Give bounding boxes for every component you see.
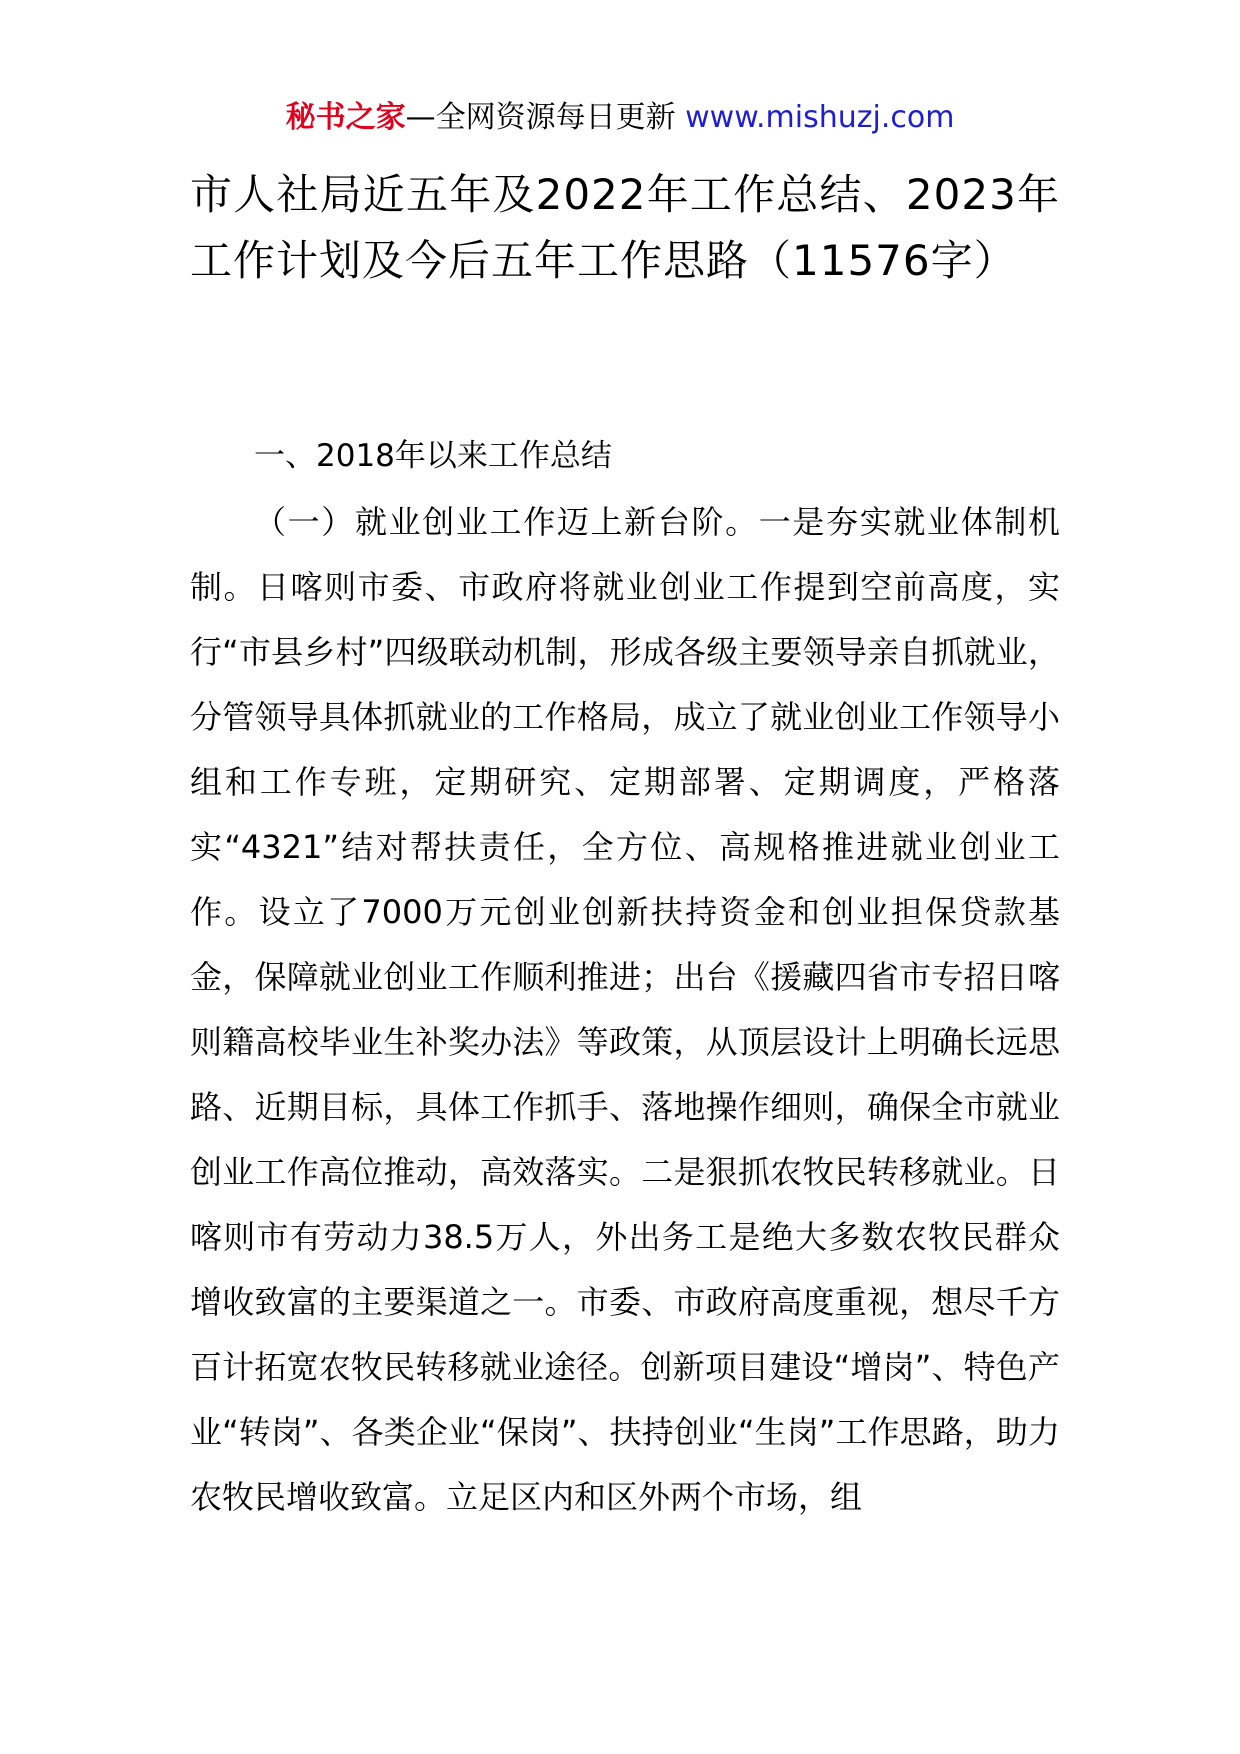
site-url-link[interactable]: www.mishuzj.com [685, 100, 955, 135]
document-title: 市人社局近五年及2022年工作总结、2023年工作计划及今后五年工作思路（11576字） [190, 170, 1060, 285]
site-header [0, 98, 1240, 138]
site-brand: 秘书之家 [285, 100, 406, 135]
section-heading: 一、2018年以来工作总结 [254, 438, 612, 474]
document-body [190, 424, 1060, 1530]
body-paragraph: （一）就业创业工作迈上新台阶。一是夯实就业体制机制。日喀则市委、市政府将就业创业工作提到空前高度，实行“市县乡村”四级联动机制，形成各级主要领导亲自抓就业，分管领导具体抓就业的工作格局，成立了就业创业工作领导小组和工作专班，定期研究、定期部署、定期调度，严格落实“4321”结对帮扶责任，全方位、高规格推进就业创业工作。设立了7000万元创业创新扶持资金和创业担保贷款基金，保障就业创业工作顺利推进；出台《援藏四省市专招日喀则籍高校毕业生补奖办法》等政策，从顶层设计上明确长远思路、近期目标，具体工作抓手、落地操作细则，确保全市就业创业工作高位推动，高效落实。二是狠抓农牧民转移就业。日喀则市有劳动力38.5万人，外出务工是绝大多数农牧民群众增收致富的主要渠道之一。市委、市政府高度重视，想尽千方百计拓宽农牧民转移就业途径。创新项目建设“增岗”、特色产业“转岗”、各类企业“保岗”、扶持创业“生岗”工作思路，助力农牧民增收致富。立足区内和区外两个市场，组 [190, 503, 1060, 1516]
site-tagline: —全网资源每日更新 [405, 100, 676, 135]
